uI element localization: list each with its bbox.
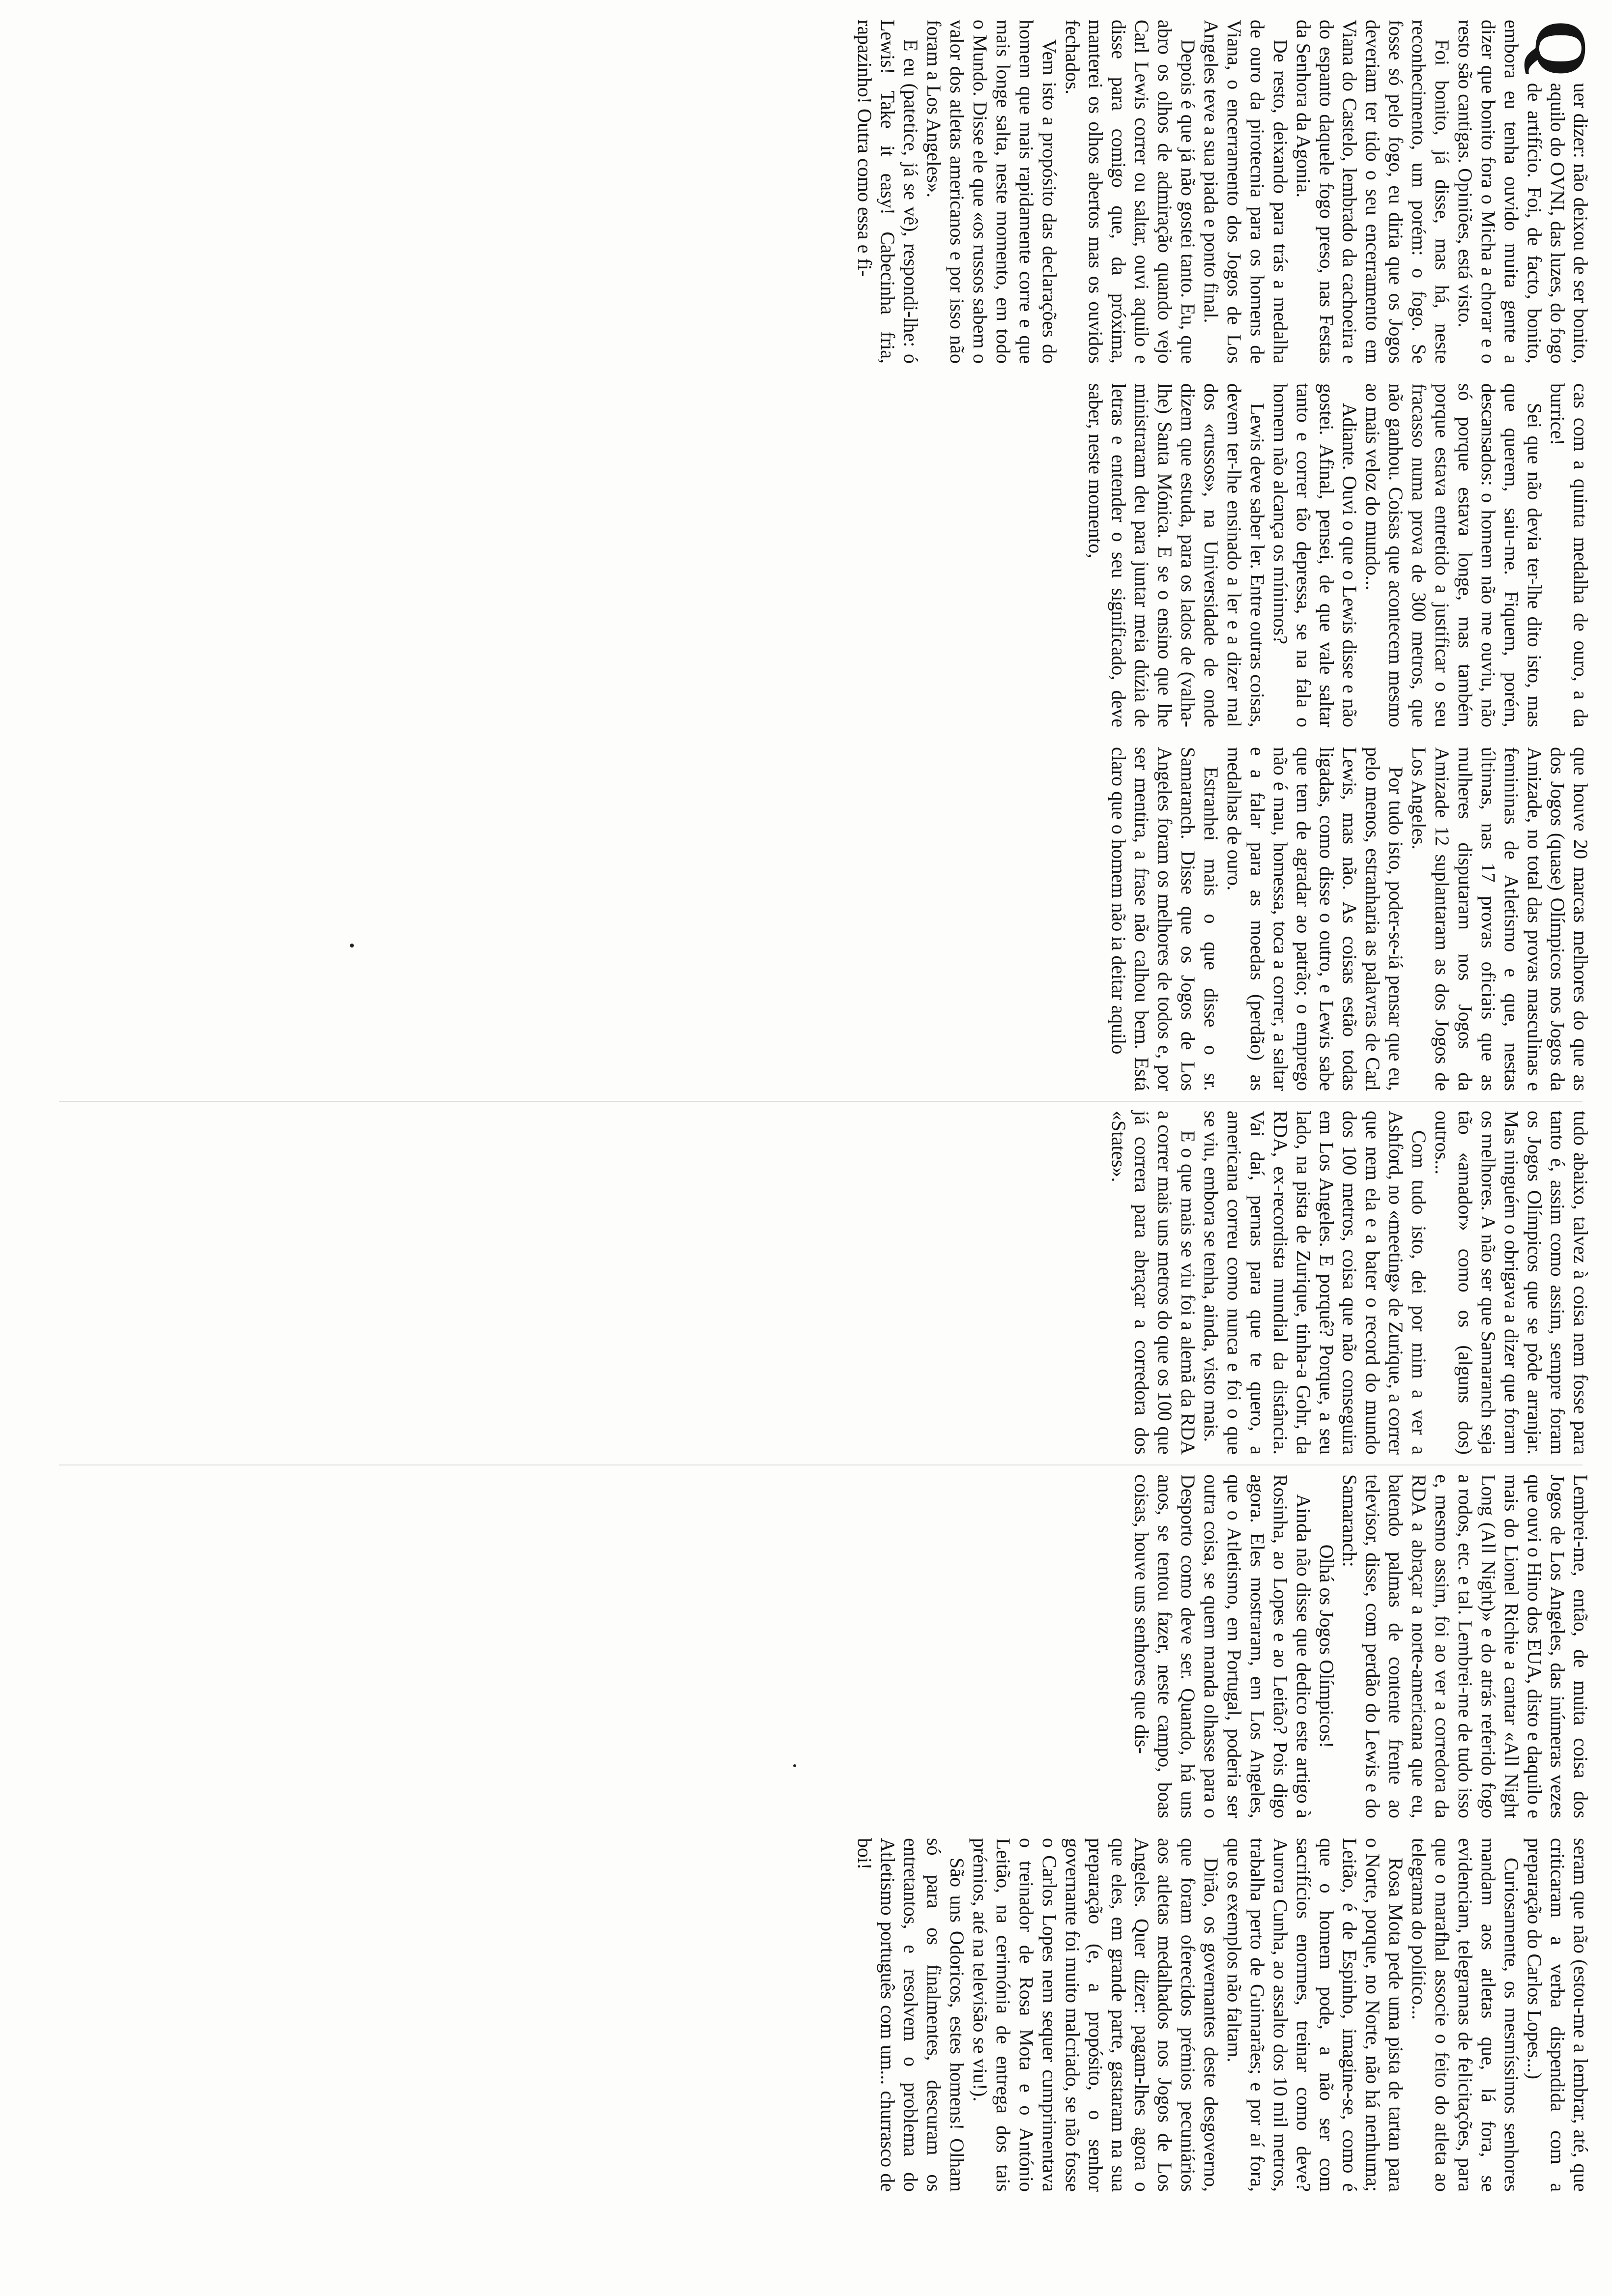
paragraph: Rosa Mota pede uma pista de tartan para o Norte, porque, no Norte, não há nenhuma; Leitão, é de Espinho, imagine-se, como é que o homem pode, a não ser com sacrifícios enormes, treinar como deve? Aurora Cunha, ao assalto dos 10 mil metros, trabalha perto de Guimarães; e por aí fora, que os exemplos não faltam. xyxy=(1223,1838,1407,2192)
paragraph: De resto, deixando para trás a medalha de ouro da pirotecnia para os homens de Viana, o encerramento dos Jogos de Los Angeles teve a sua piada e ponto final. xyxy=(1200,20,1292,364)
column-separator xyxy=(59,1464,1583,1465)
scan-speck xyxy=(793,1764,796,1767)
drop-cap: Q xyxy=(1520,20,1602,77)
article-column-4 xyxy=(1107,1111,1592,1455)
paragraph: Adiante. Ouvi o que o Lewis disse e não gostei. Afinal, pensei, de que vale saltar tanto e correr tão depressa, se na fala o homem não alcança os mínimos? xyxy=(1269,383,1361,727)
paragraph: cas com a quinta medalha de ouro, a da burrice! xyxy=(1547,383,1592,727)
paragraph: Ainda não disse que dedico este artigo à Rosinha, ao Lopes e ao Leitão? Pois digo agora. Eles mostraram, em Los Angeles, que o Atletismo, em Portugal, poderia ser outra coisa, se quem manda olhasse para o Desporto como deve ser. Quando, há uns anos, se tentou fazer, neste campo, boas coisas, houve uns senhores que dis- xyxy=(1131,1474,1315,1818)
paragraph: Lembrei-me, então, de muita coisa dos Jogos de Los Angeles, das inúmeras vezes que ouvi o Hino dos EUA, disto e daquilo e mais do Lionel Richie a cantar «All Night Long (All Night)» e do atrás referido fogo a rodos, etc. e tal. Lembrei-me de tudo isso e, mesmo assim, foi ao ver a corredora da RDA a abraçar a norte-americana que eu, batendo palmas de contente frente ao televisor, disse, com perdão do Lewis e do Samaranch: xyxy=(1339,1474,1592,1818)
paragraph: Vem isto a propósito das declarações do homem que mais rapidamente corre e que mais longe salta, neste momento, em todo o Mundo. Disse ele que «os russos sabem o valor dos atletas americanos e por isso não foram a Los Angeles». xyxy=(923,20,1061,364)
paragraph: Por tudo isto, poder-se-iá pensar que eu, pelo menos, estranharia as palavras de Carl Lewis, mas não. As coisas estão todas ligadas, como disse o outro, e Lewis sabe que tem de agradar ao patrão; o emprego não é mau, homessa, toca a correr, a saltar e a falar para as moedas (perdão) as medalhas de ouro. xyxy=(1223,747,1407,1091)
paragraph: Sei que não devia ter-lhe dito isto, mas que querem, saiu-me. Fiquem, porém, descansados: o homem não me ouviu, não só porque estava longe, mas também porque estava entretido a justificar o seu fracasso numa prova de 300 metros, que não ganhou. Coisas que acontecem mesmo ao mais veloz do mundo... xyxy=(1362,383,1546,727)
paragraph: E o que mais se viu foi a alemã da RDA a correr mais uns metros do que os 100 que já correra para abraçar a corredora dos «States». xyxy=(1108,1111,1199,1455)
paragraph: Depois é que já não gostei tanto. Eu, que abro os olhos de admiração quando vejo Carl Lewis correr ou saltar, ouvi aquilo e disse para comigo que, da próxima, manterei os olhos abertos mas os ouvidos fechados. xyxy=(1062,20,1199,364)
article-column-2 xyxy=(1084,383,1592,727)
scan-speck xyxy=(350,944,354,947)
article-column-1 xyxy=(853,20,1602,364)
paragraph: que houve 20 marcas melhores do que as dos Jogos (quase) Olímpicos nos Jogos da Amizade, no total das provas masculinas e femininas de Atletismo e que, nestas últimas, nas 17 provas oficiais que as mulheres disputaram nos Jogos da Amizade 12 suplantaram as dos Jogos de Los Angeles. xyxy=(1408,747,1592,1091)
paragraph: E eu (patetice, já se vê), respondi-lhe: ó Lewis! Take it easy! Cabecinha fria, rapazinho! Outra como essa e fi- xyxy=(854,20,922,364)
paragraph: Curiosamente, os mesmíssimos senhores mandam aos atletas que, lá fora, se evidenciam, telegramas de felicitações, para que o marafhal associe o feito do atleta ao telegrama do político... xyxy=(1408,1838,1523,2192)
paragraph: seram que não (estou-me a lembrar, até, que criticaram a verba dispendida com a preparação do Carlos Lopes...) xyxy=(1524,1838,1592,2192)
article-column-3 xyxy=(1107,747,1592,1091)
paragraph: Foi bonito, já disse, mas há, neste reconhecimento, um porém: o fogo. Se fosse só pelo fogo, eu diria que os Jogos deveriam ter tido o seu encerramento em Viana do Castelo, lembrado da cachoeira e do espanto daquele fogo preso, nas Festas da Senhora da Agonia. xyxy=(1293,20,1453,364)
paragraph: Estranhei mais o que disse o sr. Samaranch. Disse que os Jogos de Los Angeles foram os melhores de todos e, por ser mentira, a frase não calhou bem. Está claro que o homem não ia deitar aquilo xyxy=(1108,747,1222,1091)
paragraph: Lewis deve saber ler. Entre outras coisas, devem ter-lhe ensinado a ler e a dizer mal dos «russos», na Universidade de onde dizem que estuda, para os lados de (valha-lhe) Santa Mónica. E se o ensino que lhe ministraram deu para juntar meia dúzia de letras e entender o seu significado, deve saber, neste momento, xyxy=(1085,383,1268,727)
article-column-5 xyxy=(1130,1474,1592,1818)
paragraph: Dirão, os governantes deste desgoverno, que foram oferecidos prémios pecuniários aos atletas medalhados nos Jogos de Los Angeles. Quer dizer: pagam-lhes agora o que eles, em grande parte, gastaram na sua preparação (e, a propósito, o senhor governante foi muito malcriado, se não fosse o Carlos Lopes nem sequer cumprimentava o treinador de Rosa Mota e o António Leitão, na cerimónia de entrega dos tais prémios, até na televisão se viu!). xyxy=(969,1838,1222,2192)
paragraph: tudo abaixo, talvez à coisa nem fosse para tanto é, assim como assim, sempre foram os Jogos Olímpicos que se pôde arranjar. Mas ninguém o obrigava a dizer que foram os melhores. A não ser que Samaranch seja tão «amador» como os (alguns dos) outros... xyxy=(1431,1111,1592,1455)
paragraph: uer dizer: não deixou de ser bonito, aquilo do OVNI, das luzes, do fogo de artifício. Foi, de facto, bonito, embora eu tenha ouvido muita gente a dizer que bonito fora o Micha a chorar e o resto são cantigas. Opiniões, está visto. xyxy=(1454,20,1592,364)
column-separator xyxy=(59,1101,1583,1102)
paragraph: Com tudo isto, dei por mim a ver a Ashford, no «meeting» de Zurique, a correr que nem ela e a bater o record do mundo dos 100 metros, coisa que não conseguira em Los Angeles. E porquê? Porque, a seu lado, na pista de Zurique, tinha-a Gohr, da RDA, ex-recordista mundial da distância. Vai daí, pernas para que te quero, a americana correu como nunca e foi o que se viu, embora se tenha, ainda, visto mais. xyxy=(1200,1111,1430,1455)
paragraph: Olhá os Jogos Olímpicos! xyxy=(1316,1544,1338,1749)
newspaper-clipping xyxy=(20,20,1602,2280)
article-column-6 xyxy=(853,1838,1592,2192)
paragraph: São uns Odoricos, estes homens! Olham só para os finalmentes, descuram os entretantos, e resolvem o problema do Atletismo português com um... churrasco de boi! xyxy=(854,1838,968,2192)
